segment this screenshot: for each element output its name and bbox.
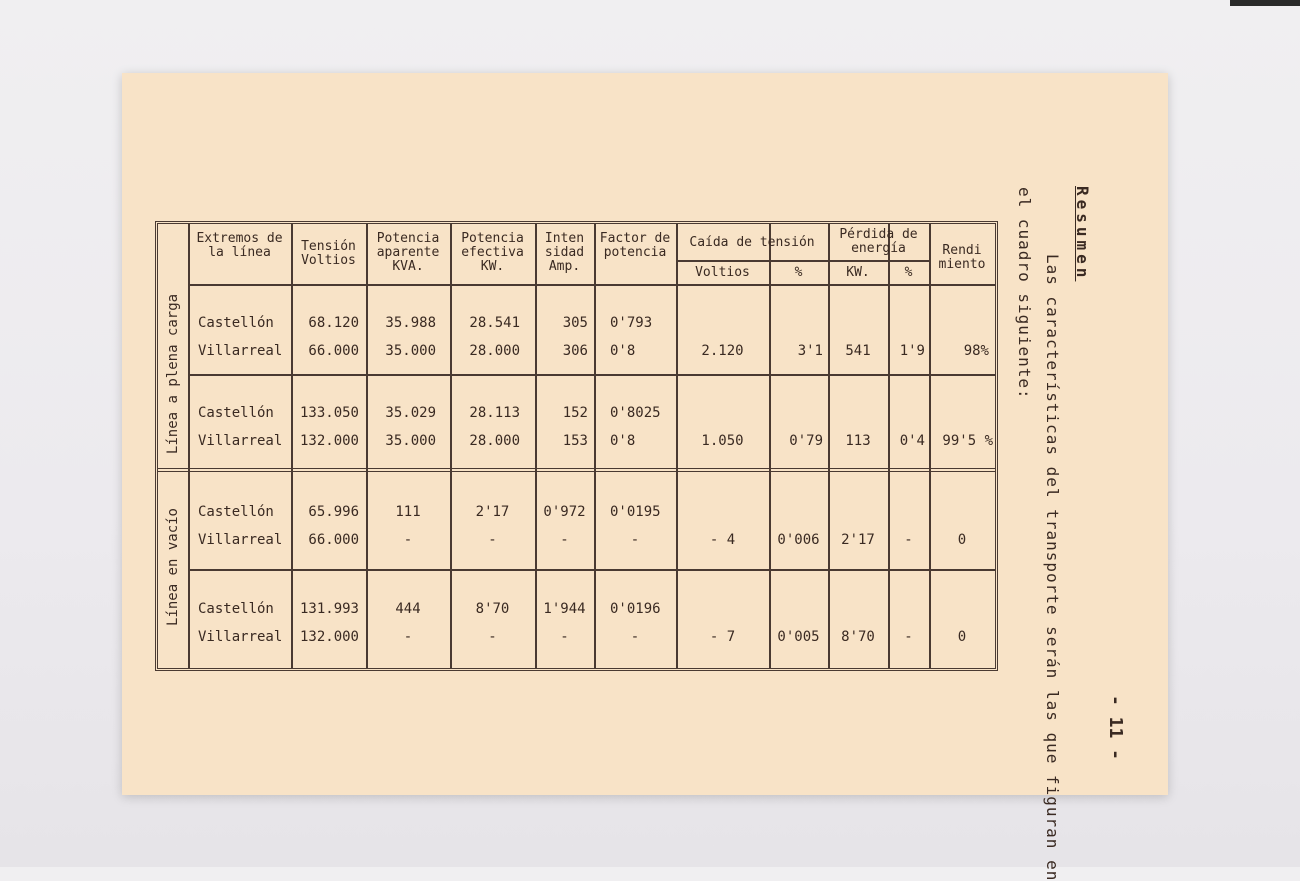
intro-text-line-1: Las características del transporte serán las que figuran en: [1043, 254, 1062, 881]
row-kva: -: [403, 532, 413, 548]
row-amp: 305: [562, 315, 588, 331]
perdida-kw: 113: [845, 433, 871, 449]
row-kva: 111: [395, 504, 421, 520]
caida-pct: 3'1: [797, 343, 823, 359]
row-tension: 66.000: [308, 343, 359, 359]
perdida-kw: 2'17: [841, 532, 875, 548]
perdida-pct: 1'9: [899, 343, 925, 359]
row-kw: 2'17: [475, 504, 510, 520]
caida-voltios: 1.050: [701, 433, 744, 449]
rendimiento: 98%: [963, 343, 989, 359]
row-kw: -: [488, 532, 497, 548]
rendimiento: 0: [957, 629, 967, 645]
row-extremo: Castellón: [198, 405, 274, 421]
caida-voltios: - 7: [709, 629, 736, 645]
perdida-kw: 541: [845, 343, 871, 359]
header-caida-voltios: Voltios: [695, 265, 750, 280]
caida-pct: 0'79: [789, 433, 823, 449]
row-fp: 0'8025: [610, 405, 661, 421]
header-potencia-aparente: Potencia aparente KVA.: [376, 231, 440, 274]
row-amp: 306: [562, 343, 588, 359]
row-kva: 35.000: [385, 433, 436, 449]
row-kw: 8'70: [475, 601, 510, 617]
row-fp: 0'0196: [610, 601, 661, 617]
row-amp: 0'972: [543, 504, 586, 520]
row-kw: 28.541: [469, 315, 520, 331]
row-amp: -: [560, 629, 569, 645]
header-factor-potencia: Factor de potencia: [599, 231, 671, 260]
row-fp: -: [630, 629, 640, 645]
row-extremo: Villarreal: [198, 629, 283, 645]
row-kva: 444: [395, 601, 421, 617]
row-kw: 28.000: [469, 343, 520, 359]
frame-corner: [1230, 0, 1300, 6]
row-amp: -: [560, 532, 569, 548]
row-kva: 35.029: [385, 405, 436, 421]
row-extremo: Castellón: [198, 601, 274, 617]
row-fp: 0'793: [610, 315, 653, 331]
row-amp: 1'944: [543, 601, 586, 617]
row-tension: 132.000: [299, 629, 359, 645]
caida-pct: 0'005: [777, 629, 820, 645]
row-tension: 133.050: [299, 405, 359, 421]
row-extremo: Castellón: [198, 315, 274, 331]
header-caida-tension: Caída de tensión: [689, 235, 815, 250]
section-title: Resumen: [1073, 186, 1092, 282]
row-kva: 35.000: [385, 343, 436, 359]
header-extremos: Extremos de la línea: [196, 231, 283, 260]
header-perdida-kw: KW.: [846, 265, 870, 280]
row-tension: 131.993: [299, 601, 359, 617]
row-kw: -: [488, 629, 497, 645]
caida-pct: 0'006: [777, 532, 820, 548]
row-kw: 28.113: [469, 405, 520, 421]
header-perdida-pct: %: [904, 265, 913, 280]
row-kva: -: [403, 629, 413, 645]
row-tension: 68.120: [308, 315, 359, 331]
row-fp: 0'8: [610, 343, 636, 359]
perdida-pct: 0'4: [899, 433, 925, 449]
header-tension: Tensión Voltios: [301, 239, 356, 268]
row-fp: -: [630, 532, 640, 548]
header-perdida-energia: Pérdida de energía: [839, 227, 918, 256]
header-intensidad: Inten sidad Amp.: [544, 231, 585, 274]
row-tension: 132.000: [299, 433, 359, 449]
header-caida-pct: %: [794, 265, 803, 280]
row-kw: 28.000: [469, 433, 520, 449]
perdida-pct: -: [904, 629, 913, 645]
row-tension: 66.000: [308, 532, 359, 548]
caida-voltios: 2.120: [701, 343, 744, 359]
summary-table: [155, 221, 998, 671]
rendimiento: 99'5 %: [942, 433, 993, 449]
header-rendimiento: Rendi miento: [938, 243, 986, 272]
row-tension: 65.996: [308, 504, 359, 520]
row-fp: 0'8: [610, 433, 636, 449]
caida-voltios: - 4: [709, 532, 736, 548]
rendimiento: 0: [957, 532, 967, 548]
row-amp: 153: [562, 433, 588, 449]
page-number: - 11 -: [1105, 695, 1126, 761]
row-extremo: Villarreal: [198, 343, 283, 359]
group-label-vacio: Línea en vacío: [165, 508, 181, 627]
header-potencia-efectiva: Potencia efectiva KW.: [461, 231, 524, 274]
row-extremo: Castellón: [198, 504, 274, 520]
row-amp: 152: [562, 405, 588, 421]
row-fp: 0'0195: [610, 504, 661, 520]
group-label-plena-carga: Línea a plena carga: [165, 293, 181, 455]
perdida-kw: 8'70: [841, 629, 875, 645]
row-kva: 35.988: [385, 315, 436, 331]
perdida-pct: -: [904, 532, 913, 548]
intro-text-line-2: el cuadro siguiente:: [1015, 187, 1034, 400]
row-extremo: Villarreal: [198, 433, 283, 449]
row-extremo: Villarreal: [198, 532, 283, 548]
